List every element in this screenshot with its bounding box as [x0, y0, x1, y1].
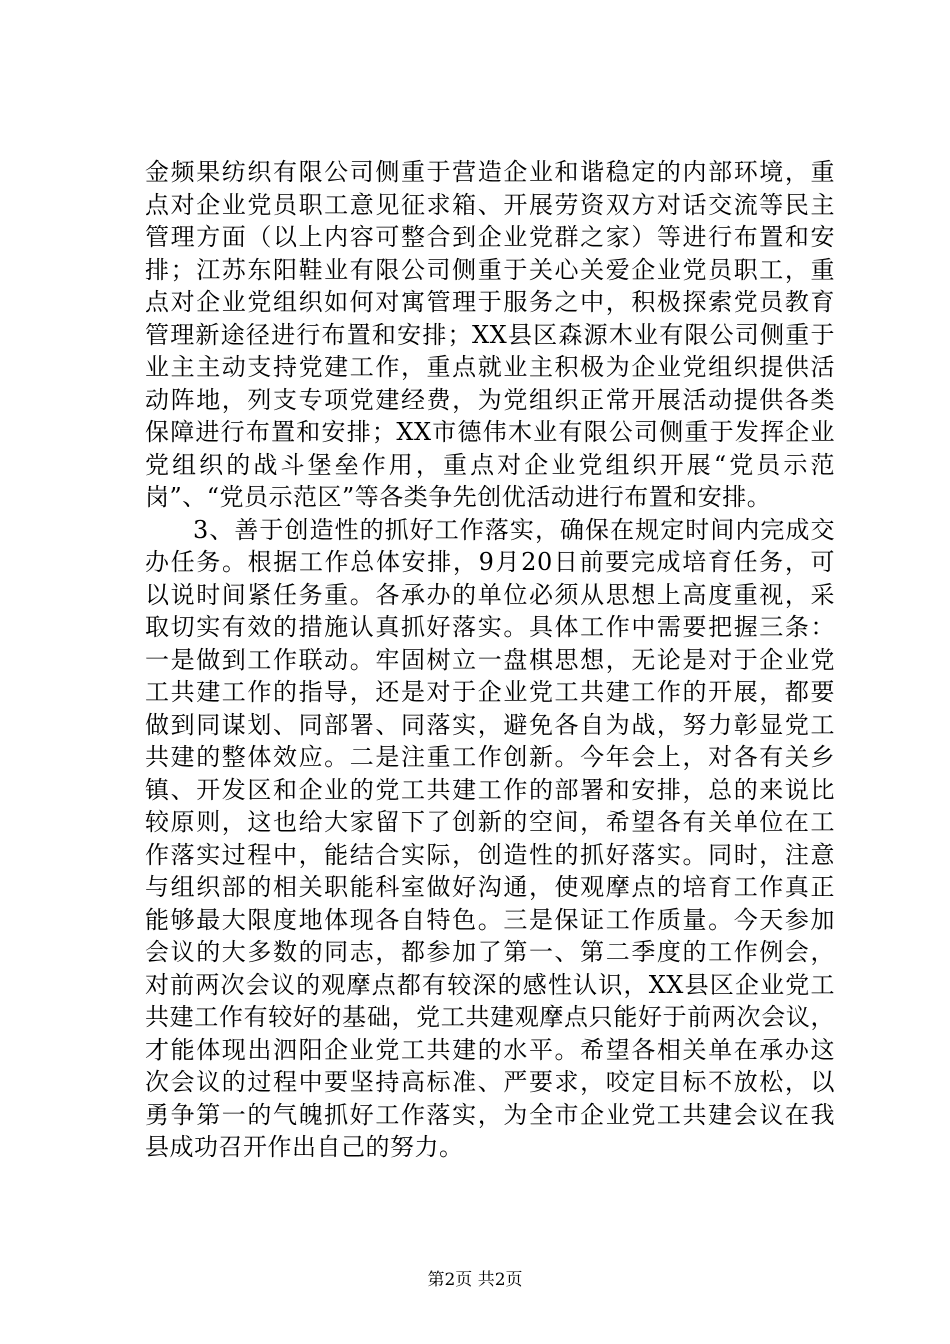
- text-line: 共建工作有较好的基础，党工共建观摩点只能好于前两次会议，: [145, 1003, 835, 1031]
- document-body: [145, 156, 835, 1164]
- text-line: 才能体现出泗阳企业党工共建的水平。希望各相关单在承办这: [145, 1035, 835, 1064]
- text-line: 管理方面（以上内容可整合到企业党群之家）等进行布置和安: [145, 223, 835, 251]
- text-line: 管理新途径进行布置和安排；XX县区森源木业有限公司侧重于: [145, 320, 835, 349]
- text-line: 较原则，这也给大家留下了创新的空间，希望各有关单位在工: [145, 808, 835, 836]
- text-line: 党组织的战斗堡垒作用，重点对企业党组织开展“党员示范: [145, 450, 835, 479]
- text-line: 3、善于创造性的抓好工作落实，确保在规定时间内完成交: [193, 515, 835, 544]
- text-line: 以说时间紧任务重。各承办的单位必须从思想上高度重视，采: [145, 580, 835, 609]
- text-line: 动阵地，列支专项党建经费，为党组织正常开展活动提供各类: [145, 385, 835, 414]
- page-number-footer: 第2页 共2页: [427, 1270, 523, 1290]
- text-line: 与组织部的相关职能科室做好沟通，使观摩点的培育工作真正: [145, 873, 835, 901]
- text-line: 办任务。根据工作总体安排，9月20日前要完成培育任务，可: [145, 548, 835, 576]
- text-line: 点对企业党组织如何对寓管理于服务之中，积极探索党员教育: [145, 288, 835, 316]
- text-line: 会议的大多数的同志，都参加了第一、第二季度的工作例会，: [145, 938, 835, 966]
- text-line: 金频果纺织有限公司侧重于营造企业和谐稳定的内部环境，重: [145, 158, 835, 186]
- text-line: 业主主动支持党建工作，重点就业主积极为企业党组织提供活: [145, 353, 835, 381]
- text-line: 次会议的过程中要坚持高标准、严要求，咬定目标不放松，以: [145, 1068, 835, 1096]
- text-line: 排；江苏东阳鞋业有限公司侧重于关心关爱企业党员职工，重: [145, 255, 835, 284]
- text-line: 做到同谋划、同部署、同落实，避免各自为战，努力彰显党工: [145, 710, 835, 739]
- text-line: 保障进行布置和安排；XX市德伟木业有限公司侧重于发挥企业: [145, 418, 835, 446]
- text-line: 勇争第一的气魄抓好工作落实，为全市企业党工共建会议在我: [145, 1100, 835, 1129]
- text-line: 对前两次会议的观摩点都有较深的感性认识，XX县区企业党工: [145, 970, 835, 999]
- text-line: 能够最大限度地体现各自特色。三是保证工作质量。今天参加: [145, 905, 835, 934]
- text-line: 作落实过程中，能结合实际，创造性的抓好落实。同时，注意: [145, 840, 835, 869]
- text-line: 县成功召开作出自己的努力。: [145, 1133, 464, 1161]
- text-line: 取切实有效的措施认真抓好落实。具体工作中需要把握三条：: [145, 613, 835, 641]
- text-line: 一是做到工作联动。牢固树立一盘棋思想，无论是对于企业党: [145, 645, 835, 674]
- text-line: 镇、开发区和企业的党工共建工作的部署和安排，总的来说比: [145, 775, 835, 804]
- text-line: 岗”、“党员示范区”等各类争先创优活动进行布置和安排。: [145, 483, 772, 511]
- text-line: 工共建工作的指导，还是对于企业党工共建工作的开展，都要: [145, 678, 835, 706]
- text-line: 点对企业党员职工意见征求箱、开展劳资双方对话交流等民主: [145, 190, 835, 219]
- text-line: 共建的整体效应。二是注重工作创新。今年会上，对各有关乡: [145, 743, 835, 771]
